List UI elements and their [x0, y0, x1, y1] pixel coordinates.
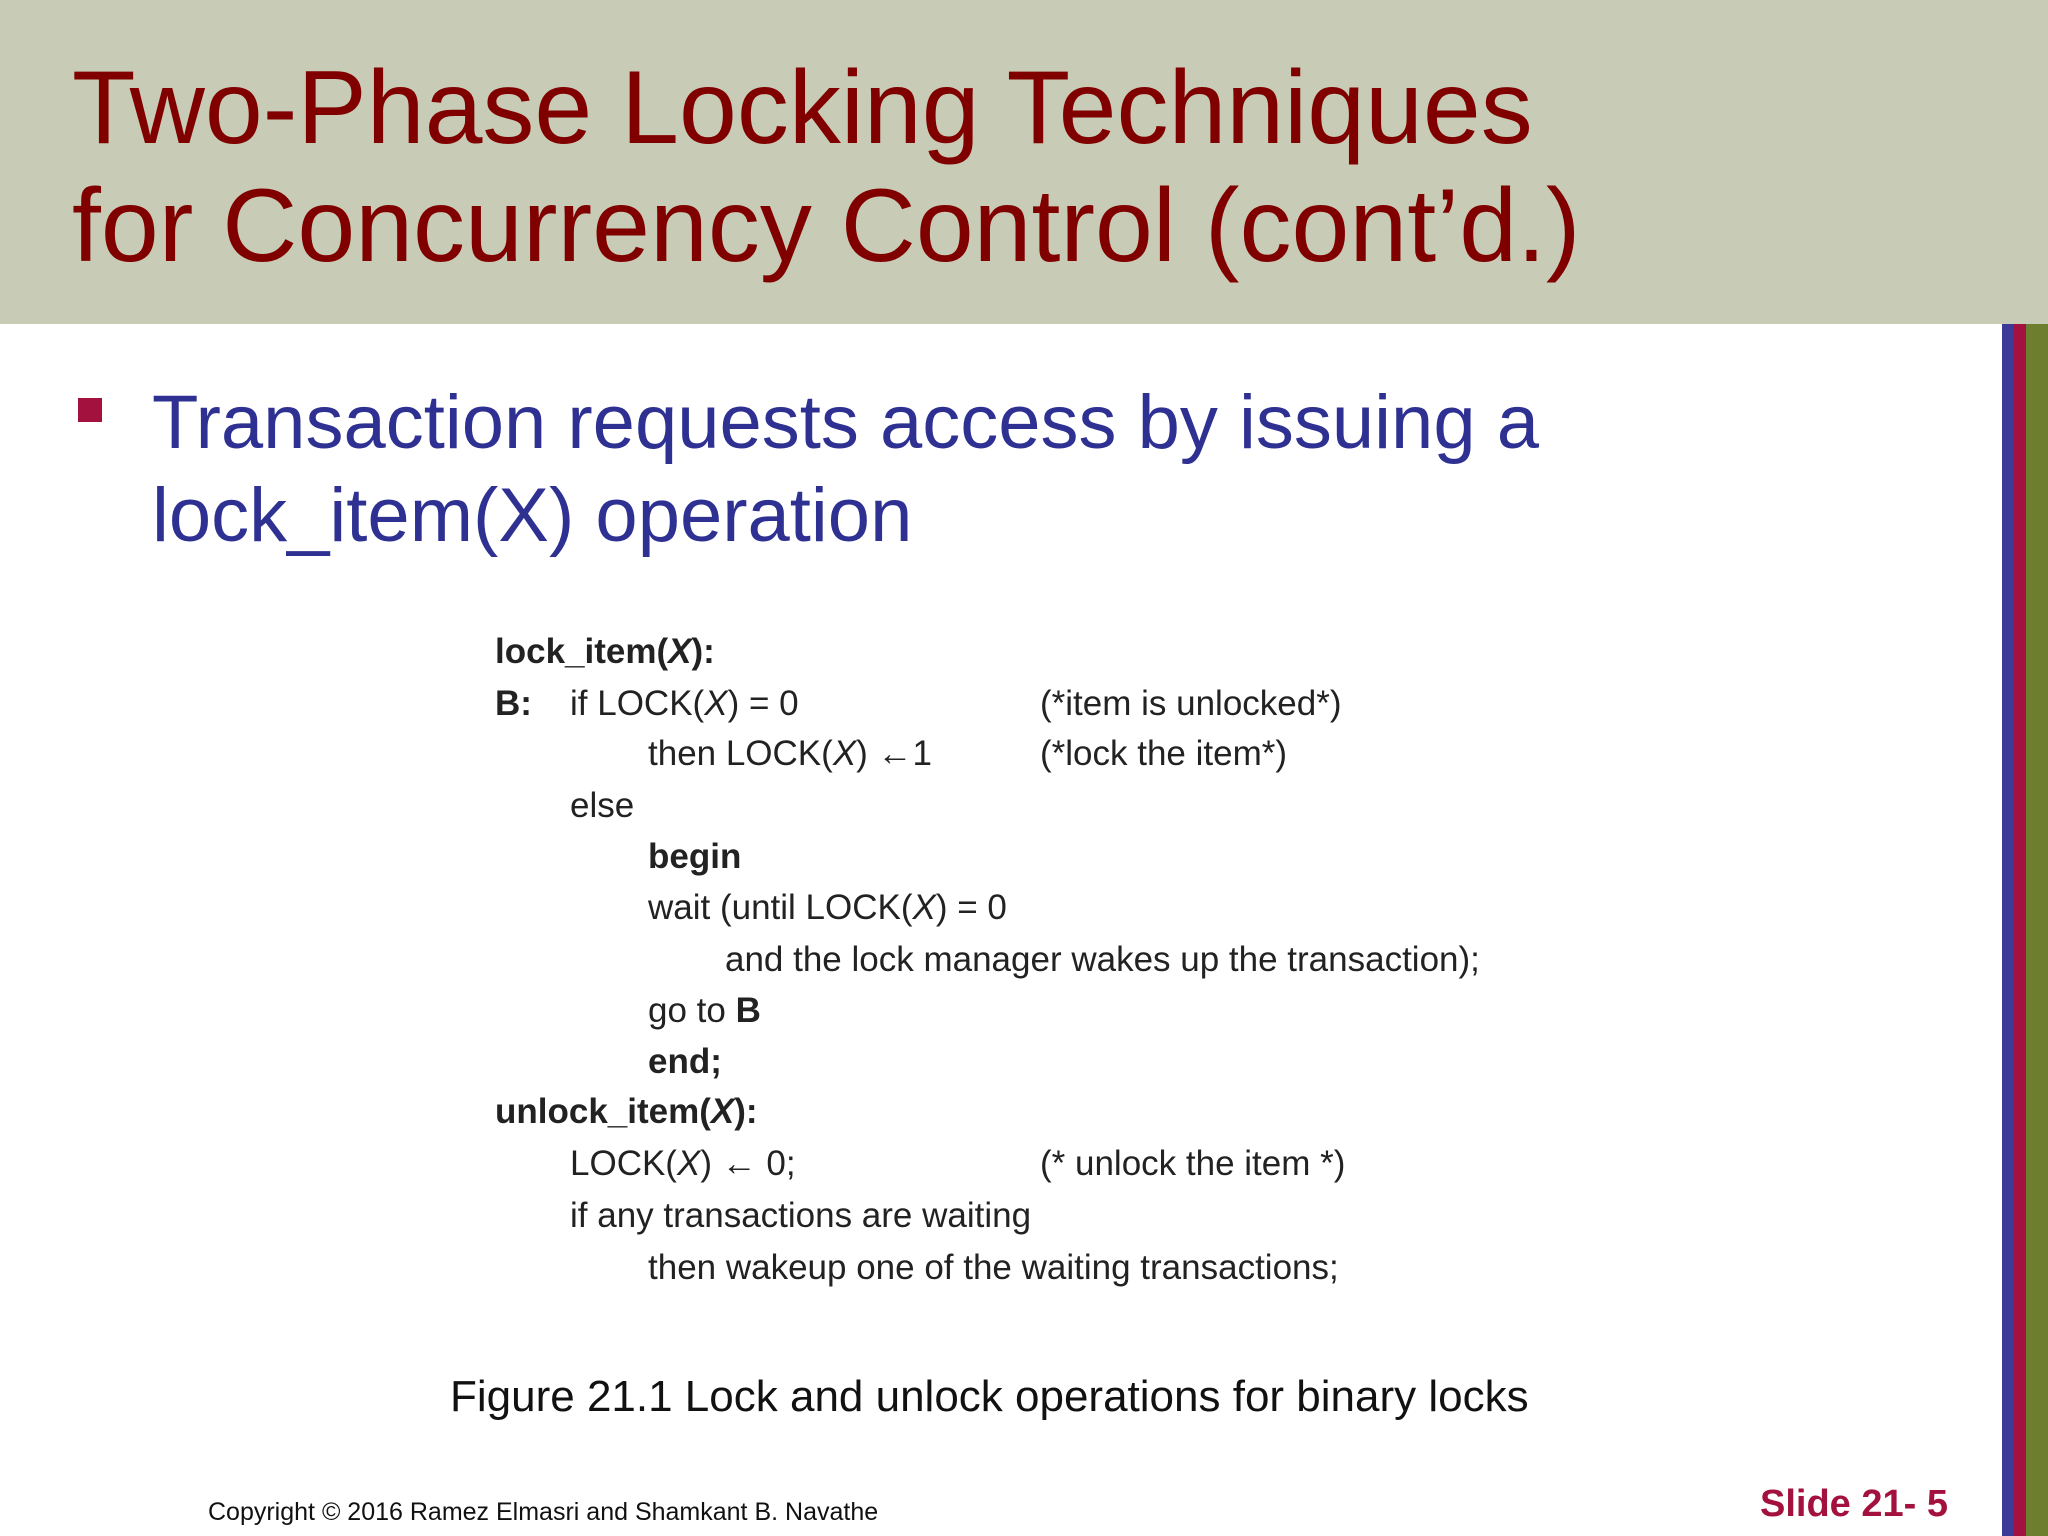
code-then-wakeup: then wakeup one of the waiting transactions;: [648, 1248, 1339, 1287]
code-wait-continuation: and the lock manager wakes up the transaction);: [725, 940, 1480, 979]
figure-caption: Figure 21.1 Lock and unlock operations for binary locks: [450, 1372, 1529, 1421]
code-comment-unlocked: (*item is unlocked*): [1040, 684, 1342, 723]
code-unlock-lock: LOCK(X) ← 0;: [570, 1144, 796, 1183]
code-else: else: [570, 786, 635, 825]
code-then-lock: then LOCK(X) ←1: [648, 734, 933, 773]
code-comment-lock: (*lock the item*): [1040, 734, 1288, 773]
lock-operations-figure: [495, 628, 1555, 1308]
side-stripe-blue: [2002, 324, 2014, 1536]
code-begin: begin: [648, 837, 742, 876]
code-if-lock: if LOCK(X) = 0: [570, 684, 799, 723]
side-stripe-olive: [2026, 324, 2048, 1536]
code-unlock-item-header: unlock_item(X):: [495, 1092, 758, 1131]
code-if-waiting: if any transactions are waiting: [570, 1196, 1032, 1235]
slide-number: Slide 21- 5: [1760, 1483, 1948, 1525]
code-goto: go to B: [648, 991, 761, 1030]
code-comment-unlock: (* unlock the item *): [1040, 1144, 1346, 1183]
bullet-text-line-2: lock_item(X) operation: [152, 473, 913, 558]
bullet-text-line-1: Transaction requests access by issuing a: [152, 380, 1539, 465]
slide-title-line-1: Two-Phase Locking Techniques: [72, 50, 1533, 166]
code-end: end;: [648, 1042, 722, 1081]
copyright-notice: Copyright © 2016 Ramez Elmasri and Shamkant B. Navathe: [208, 1498, 879, 1526]
title-band: [0, 0, 2048, 324]
code-lock-item-header: lock_item(X):: [495, 632, 715, 671]
side-stripe-red: [2014, 324, 2026, 1536]
bullet-square-icon: [78, 398, 102, 422]
slide-title-line-2: for Concurrency Control (cont’d.): [72, 168, 1581, 284]
code-label-b: B:: [495, 684, 532, 723]
code-wait: wait (until LOCK(X) = 0: [648, 888, 1007, 927]
